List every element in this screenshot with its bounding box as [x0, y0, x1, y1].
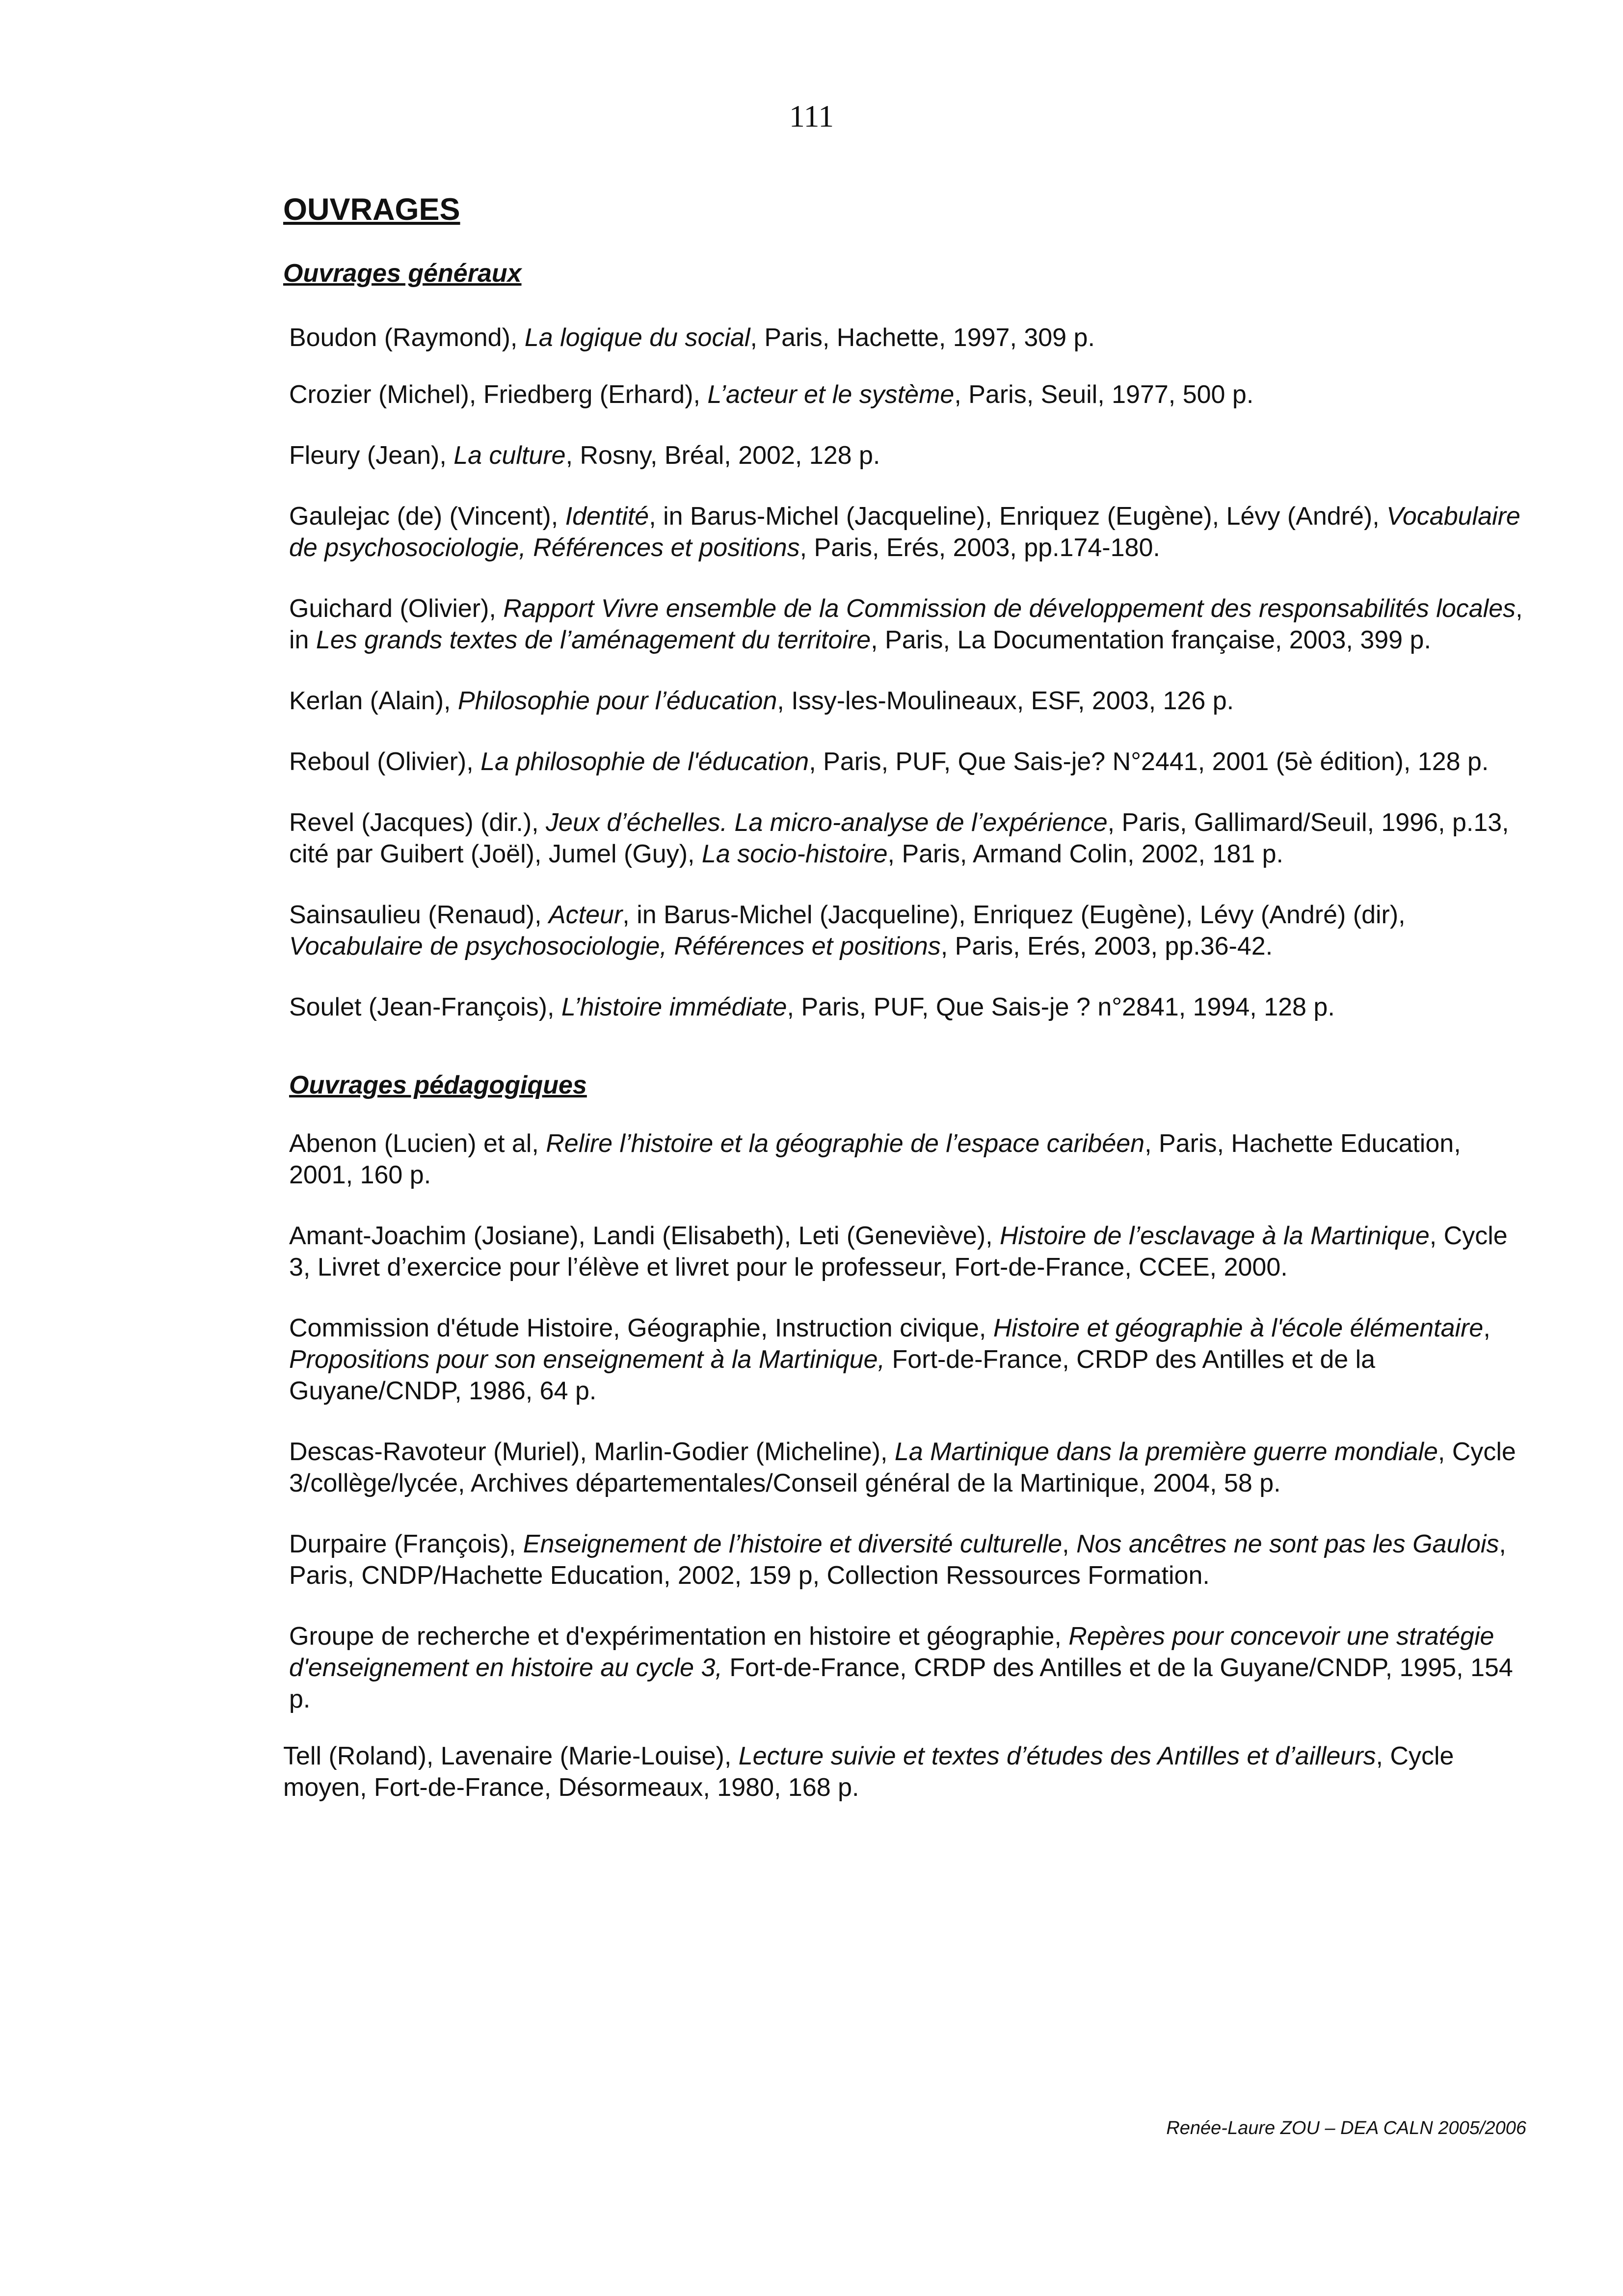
reference-entry: Sainsaulieu (Renaud), Acteur, in Barus-Michel (Jacqueline), Enriquez (Eugène), Lévy (André) (dir), Vocabulaire de psychosociologie, Références et positions, Paris, Erés, 2003, pp.36-42.	[289, 900, 1406, 961]
reference-list-general	[283, 322, 1525, 1023]
reference-entry: Guichard (Olivier), Rapport Vivre ensemble de la Commission de développement des responsabilités locales, in Les grands textes de l’aménagement du territoire, Paris, La Documentation française, 2003, 399 p.	[289, 594, 1523, 654]
subsection-title-general: Ouvrages généraux	[283, 259, 522, 288]
document-body	[283, 191, 1525, 1833]
reference-entry: Fleury (Jean), La culture, Rosny, Bréal, 2002, 128 p.	[289, 441, 880, 470]
reference-list-pedagogical	[283, 1128, 1525, 1803]
reference-entry: Boudon (Raymond), La logique du social, Paris, Hachette, 1997, 309 p.	[289, 323, 1095, 352]
reference-entry: Reboul (Olivier), La philosophie de l'éducation, Paris, PUF, Que Sais-je? N°2441, 2001 (5è édition), 128 p.	[289, 747, 1489, 776]
reference-entry: Tell (Roland), Lavenaire (Marie-Louise), Lecture suivie et textes d’études des Antilles et d’ailleurs, Cycle moyen, Fort-de-France, Désormeaux, 1980, 168 p.	[283, 1742, 1454, 1802]
reference-entry: Crozier (Michel), Friedberg (Erhard), L’acteur et le système, Paris, Seuil, 1977, 500 p.	[289, 380, 1254, 409]
reference-entry: Kerlan (Alain), Philosophie pour l’éducation, Issy-les-Moulineaux, ESF, 2003, 126 p.	[289, 686, 1234, 715]
footer-author-line: Renée-Laure ZOU – DEA CALN 2005/2006	[1166, 2118, 1526, 2138]
reference-entry: Durpaire (François), Enseignement de l’histoire et diversité culturelle, Nos ancêtres ne sont pas les Gaulois, Paris, CNDP/Hachette Education, 2002, 159 p, Collection Ressources Formation.	[289, 1530, 1506, 1590]
subsection-title-pedagogical: Ouvrages pédagogiques	[289, 1070, 587, 1099]
reference-entry: Amant-Joachim (Josiane), Landi (Elisabeth), Leti (Geneviève), Histoire de l’esclavage à la Martinique, Cycle 3, Livret d’exercice pour l’élève et livret pour le professeur, Fort-de-France, CCEE, 2000.	[289, 1222, 1508, 1282]
reference-entry: Abenon (Lucien) et al, Relire l’histoire et la géographie de l’espace caribéen, Paris, Hachette Education, 2001, 160 p.	[289, 1129, 1461, 1190]
section-title: OUVRAGES	[283, 192, 460, 227]
reference-entry: Gaulejac (de) (Vincent), Identité, in Barus-Michel (Jacqueline), Enriquez (Eugène), Lévy (André), Vocabulaire de psychosociologie, Références et positions, Paris, Erés, 2003, pp.174-180.	[289, 502, 1520, 562]
reference-entry: Soulet (Jean-François), L’histoire immédiate, Paris, PUF, Que Sais-je ? n°2841, 1994, 128 p.	[289, 992, 1335, 1021]
page-number: 111	[789, 99, 834, 133]
reference-entry: Revel (Jacques) (dir.), Jeux d’échelles. La micro-analyse de l’expérience, Paris, Gallimard/Seuil, 1996, p.13, cité par Guibert (Joël), Jumel (Guy), La socio-histoire, Paris, Armand Colin, 2002, 181 p.	[289, 808, 1509, 868]
reference-entry: Groupe de recherche et d'expérimentation en histoire et géographie, Repères pour concevoir une stratégie d'enseignement en histoire au cycle 3, Fort-de-France, CRDP des Antilles et de la Guyane/CNDP, 1995, 154 p.	[289, 1622, 1513, 1714]
reference-entry: Descas-Ravoteur (Muriel), Marlin-Godier (Micheline), La Martinique dans la première guerre mondiale, Cycle 3/collège/lycée, Archives départementales/Conseil général de la Martinique, 2004, 58 p.	[289, 1438, 1516, 1498]
reference-entry: Commission d'étude Histoire, Géographie, Instruction civique, Histoire et géographie à l'école élémentaire, Propositions pour son enseignement à la Martinique, Fort-de-France, CRDP des Antilles et de la Guyane/CNDP, 1986, 64 p.	[289, 1314, 1490, 1406]
